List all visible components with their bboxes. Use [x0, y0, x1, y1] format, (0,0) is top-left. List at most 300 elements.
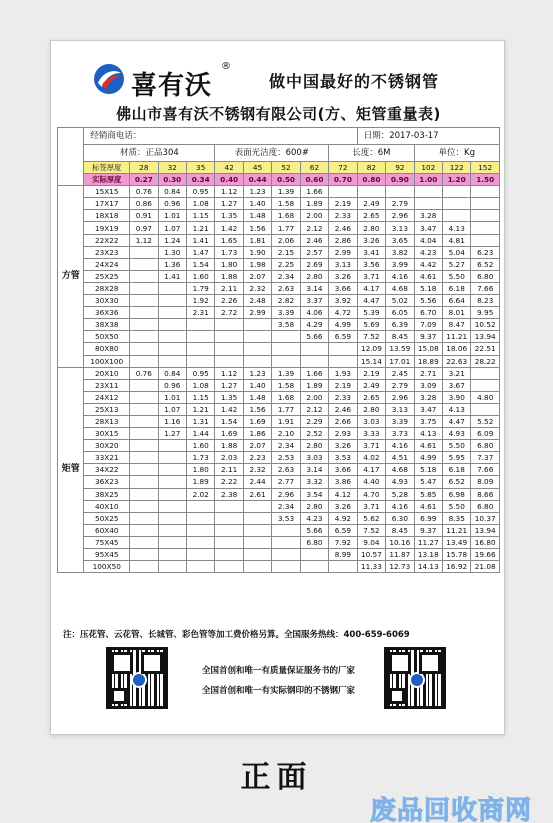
weight-cell: 4.16: [386, 440, 414, 452]
weight-cell: [158, 488, 186, 500]
qr-finder-icon: [389, 688, 405, 704]
weight-cell: 7.66: [471, 282, 500, 294]
actual-thickness-cell: 1.50: [471, 174, 500, 186]
actual-thickness-cell: 1.00: [414, 174, 442, 186]
weight-cell: [130, 488, 158, 500]
weight-cell: 3.26: [329, 440, 358, 452]
weight-cell: 6.05: [386, 307, 414, 319]
weight-cell: [158, 464, 186, 476]
weight-cell: [272, 524, 300, 536]
weight-cell: 6.70: [414, 307, 442, 319]
weight-cell: 8.66: [471, 488, 500, 500]
weight-cell: 3.28: [414, 391, 442, 403]
weight-cell: 2.99: [243, 307, 271, 319]
weight-cell: [130, 500, 158, 512]
weight-cell: [130, 355, 158, 367]
weight-cell: [130, 307, 158, 319]
weight-cell: 3.14: [300, 282, 328, 294]
weight-cell: 1.79: [186, 282, 214, 294]
table-row: [58, 282, 500, 294]
weight-cell: [186, 512, 214, 524]
size-cell: 25X25: [84, 270, 130, 282]
actual-thickness-cell: 0.80: [357, 174, 385, 186]
nominal-thickness-cell: 92: [386, 162, 414, 174]
weight-cell: [158, 561, 186, 573]
weight-cell: 3.92: [329, 295, 358, 307]
weight-cell: [471, 367, 500, 379]
table-row: [58, 307, 500, 319]
weight-cell: 2.00: [300, 391, 328, 403]
weight-cell: [471, 234, 500, 246]
weight-cell: [243, 512, 271, 524]
weight-cell: 4.93: [443, 428, 471, 440]
size-cell: 100X50: [84, 561, 130, 573]
weight-cell: [158, 500, 186, 512]
weight-cell: 13.18: [414, 549, 442, 561]
weight-cell: 4.72: [329, 307, 358, 319]
nominal-thickness-cell: 52: [272, 162, 300, 174]
weight-cell: 1.86: [243, 428, 271, 440]
weight-cell: 3.13: [386, 403, 414, 415]
weight-cell: 11.87: [386, 549, 414, 561]
weight-cell: 1.80: [186, 464, 214, 476]
weight-cell: [272, 536, 300, 548]
size-cell: 36X23: [84, 476, 130, 488]
weight-cell: 4.61: [414, 270, 442, 282]
actual-thickness-cell: 0.27: [130, 174, 158, 186]
weight-cell: 16.80: [471, 536, 500, 548]
weight-cell: 8.01: [443, 307, 471, 319]
weight-cell: 4.42: [414, 258, 442, 270]
table-row: [58, 440, 500, 452]
weight-cell: [329, 561, 358, 573]
weight-cell: 3.56: [357, 258, 385, 270]
weight-cell: 3.75: [414, 415, 442, 427]
weight-cell: [130, 464, 158, 476]
brand-name: 喜有沃: [131, 71, 213, 101]
size-cell: 20X10: [84, 367, 130, 379]
weight-cell: 4.99: [414, 452, 442, 464]
weight-cell: [130, 476, 158, 488]
weight-cell: 12.73: [386, 561, 414, 573]
weight-cell: 3.47: [414, 403, 442, 415]
slogan: 做中国最好的不锈钢管: [269, 72, 440, 91]
weight-cell: 1.88: [215, 270, 243, 282]
weight-cell: 6.59: [329, 331, 358, 343]
weight-cell: 6.52: [443, 476, 471, 488]
weight-cell: 1.54: [215, 415, 243, 427]
weight-cell: 2.46: [329, 403, 358, 415]
weight-cell: 6.64: [443, 295, 471, 307]
size-cell: 30X15: [84, 428, 130, 440]
weight-cell: 15.08: [414, 343, 442, 355]
weight-cell: 2.19: [329, 198, 358, 210]
size-cell: 25X13: [84, 403, 130, 415]
size-cell: 34X22: [84, 464, 130, 476]
weight-cell: 2.69: [300, 258, 328, 270]
weight-cell: 2.86: [329, 234, 358, 246]
weight-cell: [243, 500, 271, 512]
actual-thickness-cell: 0.34: [186, 174, 214, 186]
weight-cell: 3.82: [386, 246, 414, 258]
weight-cell: [243, 319, 271, 331]
qr-logo-icon: [409, 672, 425, 688]
weight-cell: [215, 500, 243, 512]
weight-cell: 4.12: [329, 488, 358, 500]
weight-cell: [329, 186, 358, 198]
weight-cell: 8.47: [443, 319, 471, 331]
weight-cell: [158, 549, 186, 561]
weight-cell: 6.52: [471, 258, 500, 270]
weight-cell: [158, 355, 186, 367]
weight-cell: 2.07: [243, 270, 271, 282]
weight-cell: 6.80: [300, 536, 328, 548]
weight-cell: 4.68: [386, 464, 414, 476]
weight-cell: [471, 222, 500, 234]
weight-cell: [158, 476, 186, 488]
weight-cell: 3.54: [300, 488, 328, 500]
size-cell: 38X38: [84, 319, 130, 331]
weight-cell: 2.33: [329, 210, 358, 222]
actual-thickness-cell: 1.20: [443, 174, 471, 186]
weight-cell: 1.42: [215, 403, 243, 415]
table-row: [58, 222, 500, 234]
weight-cell: [300, 549, 328, 561]
weight-cell: 1.41: [158, 270, 186, 282]
weight-cell: [130, 258, 158, 270]
weight-cell: 2.32: [243, 464, 271, 476]
size-cell: 15X15: [84, 186, 130, 198]
actual-thickness-row: [58, 174, 500, 186]
weight-cell: 21.08: [471, 561, 500, 573]
weight-cell: 4.16: [386, 500, 414, 512]
weight-cell: 4.99: [329, 319, 358, 331]
weight-cell: [215, 524, 243, 536]
weight-cell: 5.27: [443, 258, 471, 270]
weight-cell: [130, 561, 158, 573]
weight-cell: [186, 500, 214, 512]
weight-cell: 6.23: [471, 246, 500, 258]
weight-cell: 1.54: [186, 258, 214, 270]
weight-cell: [215, 331, 243, 343]
unit-label: 单位：Kg: [414, 145, 499, 162]
weight-cell: 1.60: [186, 270, 214, 282]
table-row: [58, 415, 500, 427]
table-row: [58, 270, 500, 282]
weight-cell: 2.53: [272, 452, 300, 464]
size-cell: 24X24: [84, 258, 130, 270]
weight-cell: 1.88: [215, 440, 243, 452]
weight-cell: 3.21: [443, 367, 471, 379]
weight-cell: 2.11: [215, 282, 243, 294]
weight-cell: 6.39: [386, 319, 414, 331]
table-row: [58, 391, 500, 403]
weight-cell: [158, 440, 186, 452]
dealer-phone: 经销商电话：: [84, 128, 357, 145]
weight-cell: 1.12: [215, 186, 243, 198]
weight-cell: 4.23: [300, 512, 328, 524]
weight-cell: 2.31: [186, 307, 214, 319]
weight-cell: [471, 379, 500, 391]
weight-cell: 2.96: [386, 210, 414, 222]
weight-cell: 4.13: [443, 403, 471, 415]
weight-cell: 1.40: [243, 198, 271, 210]
weight-cell: 2.03: [215, 452, 243, 464]
weight-cell: 4.61: [414, 500, 442, 512]
weight-cell: 1.24: [158, 234, 186, 246]
weight-cell: 7.09: [414, 319, 442, 331]
size-cell: 28X13: [84, 415, 130, 427]
weight-cell: 3.90: [443, 391, 471, 403]
claim-steel-stamp: 全国首创和唯一有实际钢印的不锈钢厂家: [201, 686, 355, 696]
weight-cell: 1.60: [186, 440, 214, 452]
weight-cell: 2.65: [357, 391, 385, 403]
size-cell: 18X18: [84, 210, 130, 222]
weight-cell: [130, 415, 158, 427]
weight-cell: 1.77: [272, 403, 300, 415]
claim-quality-guarantee: 全国首创和唯一有质量保证服务书的厂家: [201, 666, 355, 676]
weight-cell: 22.63: [443, 355, 471, 367]
weight-cell: 11.21: [443, 331, 471, 343]
info-row-1: [58, 128, 500, 145]
weight-cell: 4.51: [386, 452, 414, 464]
size-cell: 30X20: [84, 440, 130, 452]
nominal-thickness-cell: 62: [300, 162, 328, 174]
weight-cell: 1.69: [243, 415, 271, 427]
size-cell: 75X45: [84, 536, 130, 548]
weight-cell: 2.06: [272, 234, 300, 246]
weight-cell: [243, 561, 271, 573]
quality-claims: [181, 661, 376, 701]
weight-cell: 4.47: [443, 415, 471, 427]
weight-cell: 9.37: [414, 331, 442, 343]
weight-cell: 12.09: [357, 343, 385, 355]
weight-cell: 4.61: [414, 440, 442, 452]
weight-cell: 2.77: [272, 476, 300, 488]
weight-cell: 15.14: [357, 355, 385, 367]
weight-cell: 6.80: [471, 270, 500, 282]
table-row: [58, 234, 500, 246]
weight-cell: 1.23: [243, 186, 271, 198]
weight-cell: 8.45: [386, 331, 414, 343]
actual-thickness-cell: 0.30: [158, 174, 186, 186]
table-row: [58, 549, 500, 561]
weight-cell: 16.92: [443, 561, 471, 573]
table-row: [58, 295, 500, 307]
weight-cell: 4.93: [386, 476, 414, 488]
weight-cell: 2.66: [329, 415, 358, 427]
weight-cell: 10.16: [386, 536, 414, 548]
weight-cell: 4.06: [300, 307, 328, 319]
weight-cell: 2.52: [300, 428, 328, 440]
weight-cell: 8.99: [329, 549, 358, 561]
weight-cell: 0.95: [186, 186, 214, 198]
table-row: [58, 246, 500, 258]
weight-cell: [130, 536, 158, 548]
weight-cell: [130, 331, 158, 343]
weight-cell: 2.46: [329, 222, 358, 234]
table-row: [58, 331, 500, 343]
weight-cell: 1.48: [243, 210, 271, 222]
size-cell: 22X22: [84, 234, 130, 246]
size-cell: 50X25: [84, 512, 130, 524]
qr-code-icon: [106, 647, 168, 709]
weight-cell: 4.68: [386, 282, 414, 294]
table-corner: [58, 128, 84, 186]
weight-cell: 1.36: [158, 258, 186, 270]
table-row: [58, 464, 500, 476]
weight-cell: 1.01: [158, 210, 186, 222]
weight-cell: [186, 561, 214, 573]
weight-cell: 13.94: [471, 524, 500, 536]
weight-cell: 19.66: [471, 549, 500, 561]
weight-cell: 0.91: [130, 210, 158, 222]
weight-cell: 10.57: [357, 549, 385, 561]
weight-cell: 2.45: [386, 367, 414, 379]
nominal-thickness-cell: 45: [243, 162, 271, 174]
weight-cell: 1.07: [158, 222, 186, 234]
weight-cell: 1.66: [300, 367, 328, 379]
table-row: [58, 536, 500, 548]
weight-cell: [130, 379, 158, 391]
weight-cell: [158, 282, 186, 294]
weight-cell: 2.80: [357, 403, 385, 415]
weight-cell: [215, 355, 243, 367]
weight-cell: 2.19: [357, 367, 385, 379]
nominal-label: 标签厚度: [84, 162, 130, 174]
weight-cell: 0.84: [158, 186, 186, 198]
weight-cell: [414, 198, 442, 210]
weight-cell: 3.58: [272, 319, 300, 331]
weight-cell: 1.35: [215, 391, 243, 403]
qr-logo-icon: [131, 672, 147, 688]
actual-thickness-cell: 0.44: [243, 174, 271, 186]
registered-mark: ®: [221, 61, 231, 72]
size-cell: 30X30: [84, 295, 130, 307]
weight-cell: [158, 512, 186, 524]
weight-cell: 3.03: [357, 415, 385, 427]
table-row: [58, 198, 500, 210]
weight-cell: 1.27: [215, 379, 243, 391]
weight-cell: 9.37: [414, 524, 442, 536]
weight-cell: 3.26: [357, 234, 385, 246]
weight-cell: [272, 331, 300, 343]
weight-cell: 5.39: [357, 307, 385, 319]
weight-cell: 8.45: [386, 524, 414, 536]
weight-cell: [130, 270, 158, 282]
weight-cell: [158, 536, 186, 548]
weight-cell: 14.13: [414, 561, 442, 573]
weight-cell: [300, 355, 328, 367]
weight-cell: [471, 186, 500, 198]
weight-cell: 1.21: [186, 403, 214, 415]
nominal-thickness-cell: 28: [130, 162, 158, 174]
weight-cell: 1.98: [243, 258, 271, 270]
weight-cell: 3.53: [329, 452, 358, 464]
weight-cell: [158, 307, 186, 319]
material-label: 材质：正品304: [84, 145, 215, 162]
weight-cell: 2.79: [386, 379, 414, 391]
weight-cell: 5.56: [414, 295, 442, 307]
weight-cell: [130, 295, 158, 307]
table-row: [58, 561, 500, 573]
weight-cell: 2.34: [272, 500, 300, 512]
weight-cell: 13.59: [386, 343, 414, 355]
weight-cell: 3.09: [414, 379, 442, 391]
weight-cell: 1.27: [215, 198, 243, 210]
weight-cell: 2.26: [215, 295, 243, 307]
rect-tube-group-label: 矩管: [58, 367, 84, 573]
weight-cell: 5.62: [357, 512, 385, 524]
price-sheet: [50, 40, 505, 735]
weight-cell: 3.32: [300, 476, 328, 488]
weight-cell: [215, 319, 243, 331]
weight-cell: 4.13: [414, 428, 442, 440]
weight-cell: 3.71: [357, 270, 385, 282]
weight-cell: [272, 549, 300, 561]
weight-cell: 1.16: [158, 415, 186, 427]
weight-cell: 1.73: [186, 452, 214, 464]
weight-cell: [130, 428, 158, 440]
weight-cell: 7.92: [329, 536, 358, 548]
weight-cell: 2.96: [386, 391, 414, 403]
weight-cell: [215, 536, 243, 548]
weight-cell: 1.68: [272, 391, 300, 403]
weight-cell: 2.29: [300, 415, 328, 427]
weight-cell: [186, 549, 214, 561]
weight-cell: 18.89: [414, 355, 442, 367]
weight-cell: 1.30: [158, 246, 186, 258]
weight-cell: 6.59: [329, 524, 358, 536]
weight-cell: 1.73: [215, 246, 243, 258]
weight-cell: 5.95: [443, 452, 471, 464]
weight-cell: [130, 343, 158, 355]
qr-code-icon: [384, 647, 446, 709]
weight-cell: 2.11: [215, 464, 243, 476]
size-cell: 60X40: [84, 524, 130, 536]
table-row: [58, 186, 500, 198]
weight-cell: 1.69: [215, 428, 243, 440]
weight-cell: 3.53: [272, 512, 300, 524]
weight-cell: 1.66: [300, 186, 328, 198]
side-label: 正面: [240, 760, 313, 795]
table-row: [58, 258, 500, 270]
nominal-thickness-cell: 122: [443, 162, 471, 174]
nominal-thickness-cell: 82: [357, 162, 385, 174]
weight-cell: 9.95: [471, 307, 500, 319]
size-cell: 23X23: [84, 246, 130, 258]
weight-cell: 4.16: [386, 270, 414, 282]
weight-cell: 0.97: [130, 222, 158, 234]
weight-cell: [471, 198, 500, 210]
weight-cell: 3.47: [414, 222, 442, 234]
weight-cell: [186, 536, 214, 548]
weight-cell: 2.44: [243, 476, 271, 488]
brand-logo-icon: [93, 63, 125, 95]
weight-cell: 1.89: [186, 476, 214, 488]
weight-cell: [272, 355, 300, 367]
weight-cell: 0.96: [158, 198, 186, 210]
weight-cell: 1.12: [215, 367, 243, 379]
weight-cell: 2.80: [357, 222, 385, 234]
weight-cell: [215, 512, 243, 524]
weight-cell: [130, 452, 158, 464]
weight-cell: 1.39: [272, 367, 300, 379]
weight-cell: 0.76: [130, 367, 158, 379]
size-cell: 38X25: [84, 488, 130, 500]
weight-cell: 5.47: [414, 476, 442, 488]
weight-cell: 1.40: [243, 379, 271, 391]
